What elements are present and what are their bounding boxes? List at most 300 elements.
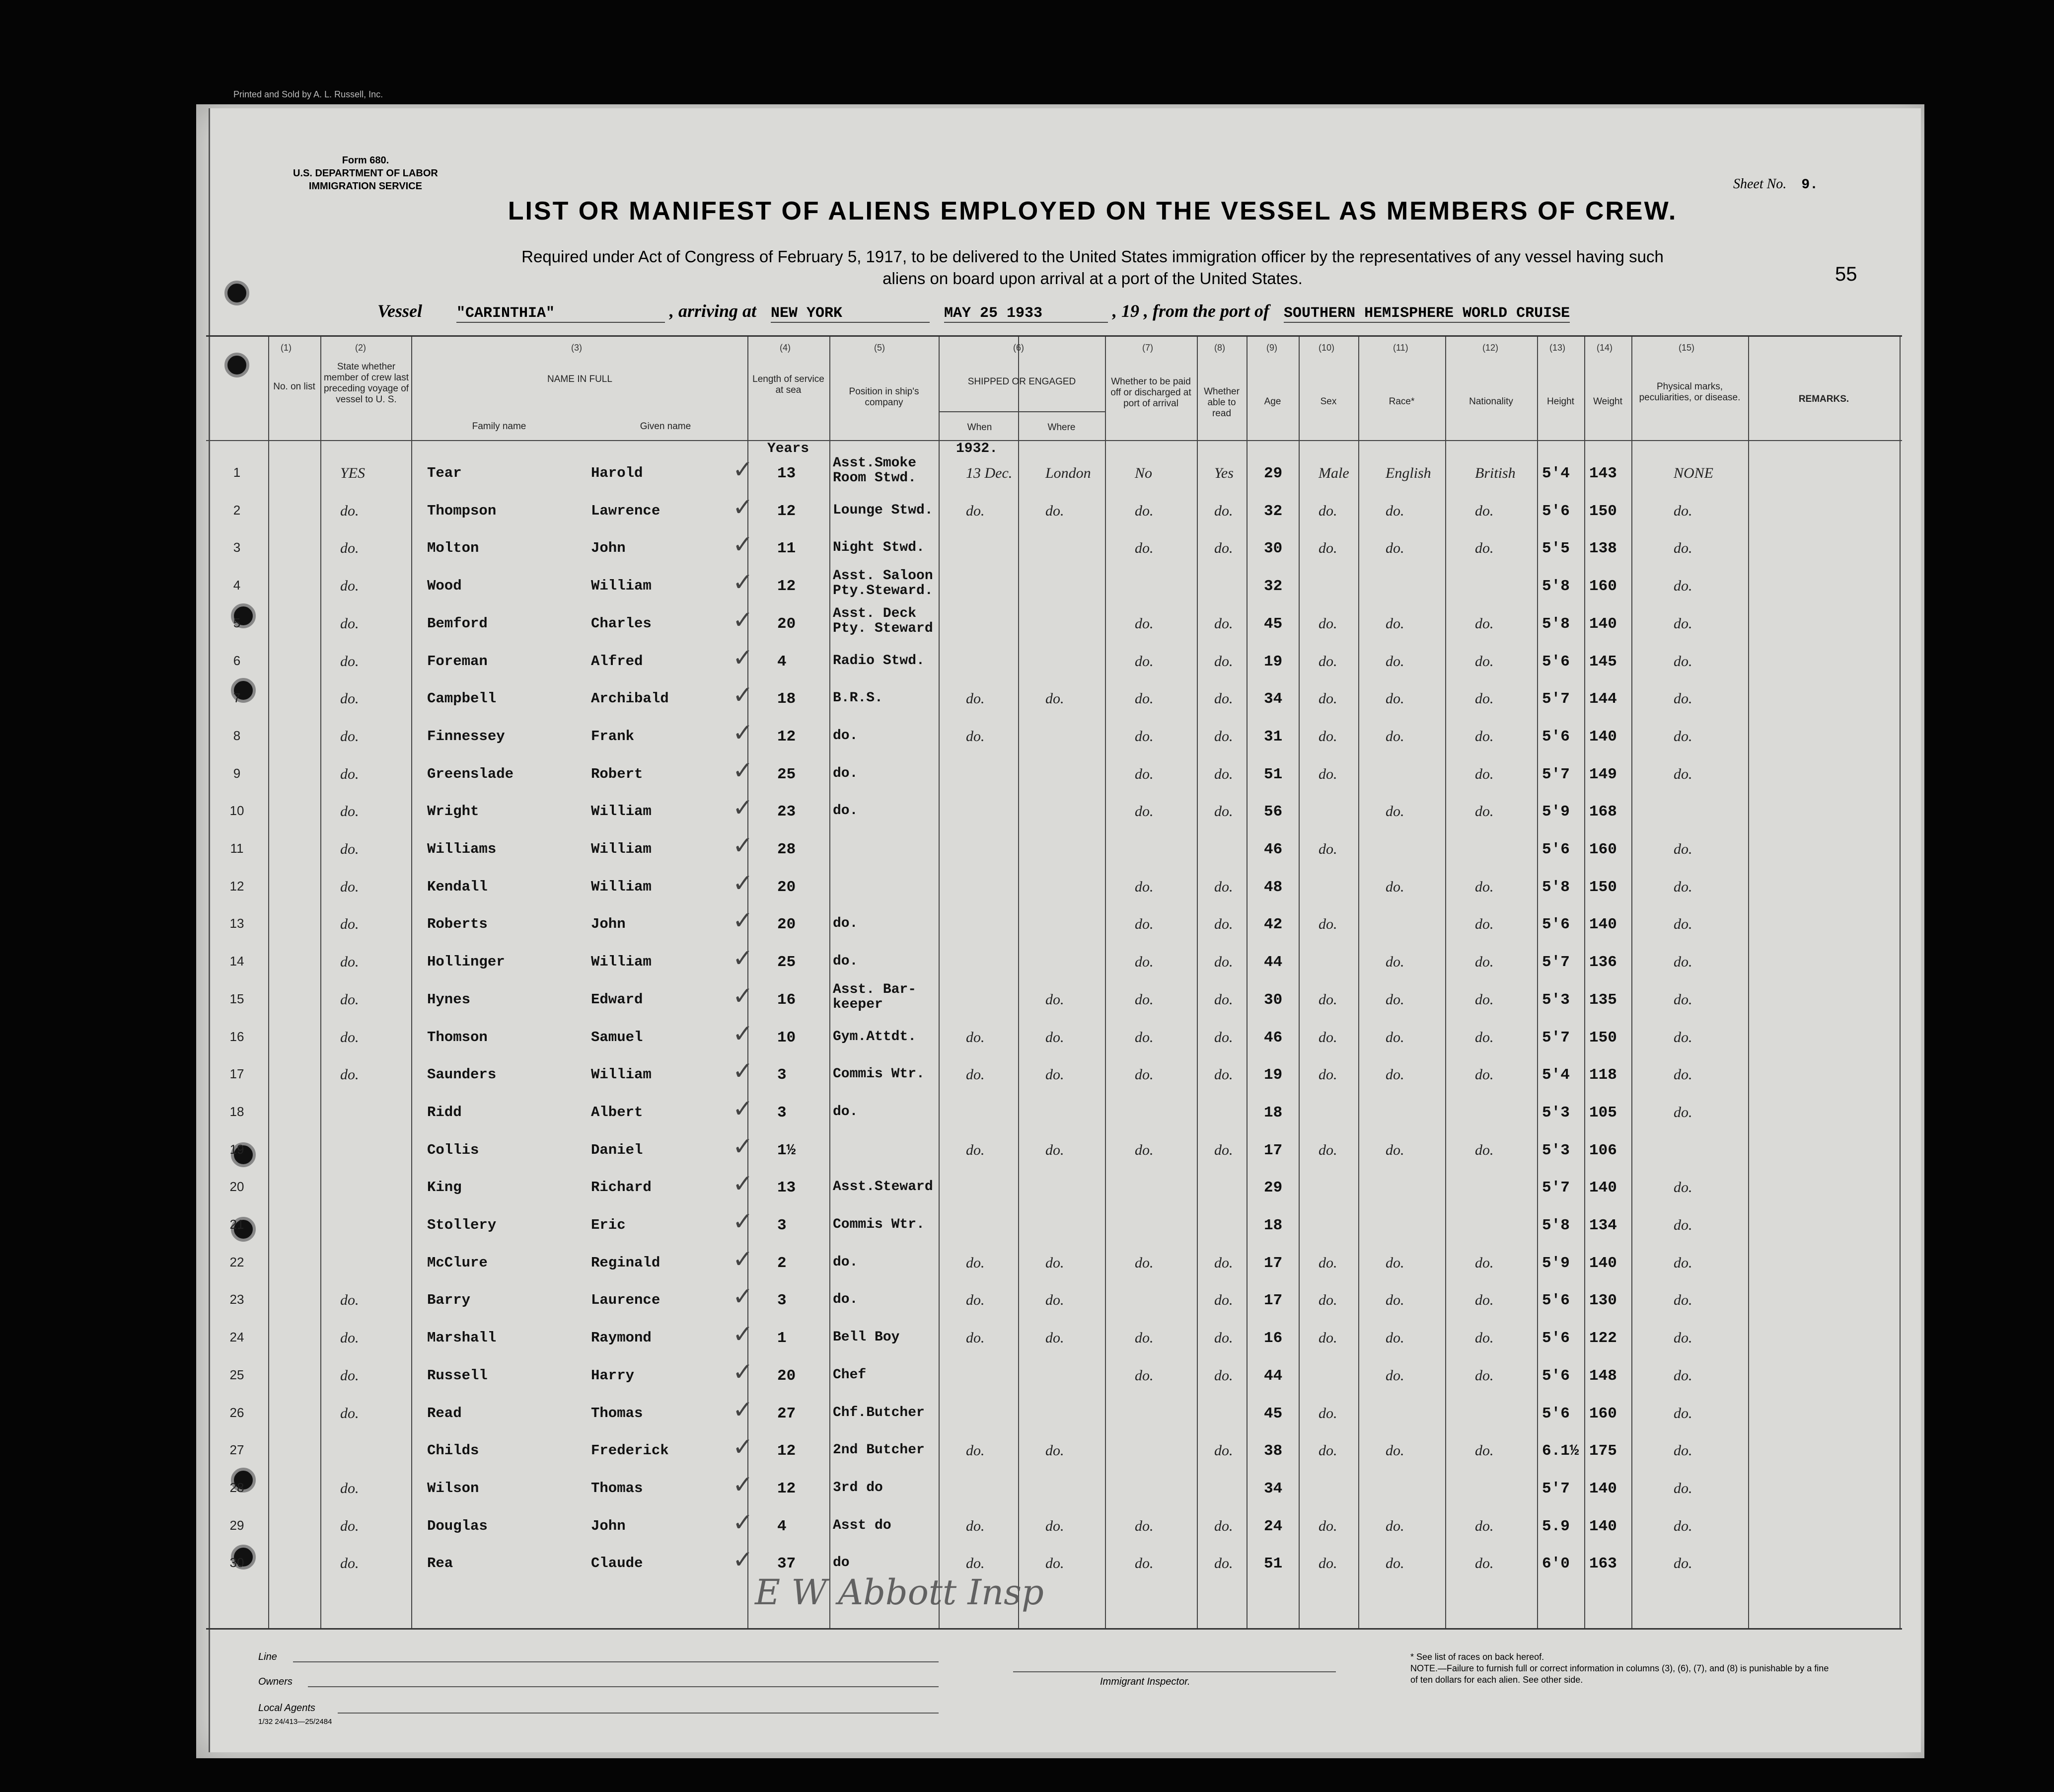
race: do. bbox=[1386, 690, 1404, 707]
given-name: Samuel bbox=[591, 1029, 643, 1045]
service-years: 3 bbox=[777, 1104, 787, 1121]
nationality: do. bbox=[1475, 1330, 1494, 1346]
check-mark: ✓ bbox=[733, 1244, 753, 1273]
shipped-when: do. bbox=[966, 502, 985, 519]
position: do. bbox=[833, 803, 858, 819]
service-years: 1½ bbox=[777, 1141, 796, 1159]
col9-header: Age bbox=[1264, 396, 1281, 407]
age: 29 bbox=[1264, 1179, 1283, 1197]
race: do. bbox=[1386, 728, 1404, 745]
shipped-where: do. bbox=[1045, 1292, 1064, 1309]
check-mark: ✓ bbox=[733, 1357, 753, 1386]
shipped-where: do. bbox=[1045, 1029, 1064, 1045]
col7-num: (7) bbox=[1142, 343, 1153, 353]
service-years: 27 bbox=[777, 1405, 796, 1422]
family-name: Thomson bbox=[427, 1029, 488, 1045]
paid-off: do. bbox=[1135, 540, 1154, 557]
shipped-where: do. bbox=[1045, 690, 1064, 707]
height: 5'6 bbox=[1542, 502, 1570, 520]
given-name: Charles bbox=[591, 615, 652, 632]
physical-marks: do. bbox=[1674, 1517, 1692, 1534]
col-divider bbox=[1197, 337, 1198, 1628]
shipped-when: do. bbox=[966, 1141, 985, 1158]
weight: 140 bbox=[1589, 1480, 1617, 1497]
row-number: 18 bbox=[229, 1104, 244, 1119]
col15-num: (15) bbox=[1679, 343, 1695, 353]
paid-off: do. bbox=[1135, 1555, 1154, 1572]
weight: 150 bbox=[1589, 1029, 1617, 1046]
height: 5'4 bbox=[1542, 465, 1570, 482]
sex: do. bbox=[1319, 502, 1337, 519]
service-years: 20 bbox=[777, 916, 796, 934]
position: 3rd do bbox=[833, 1480, 883, 1495]
row-number: 5 bbox=[233, 615, 241, 630]
family-name: Stollery bbox=[427, 1217, 497, 1233]
col13-num: (13) bbox=[1549, 343, 1566, 353]
col-divider bbox=[1358, 337, 1359, 1628]
race: do. bbox=[1386, 540, 1404, 557]
row-number: 17 bbox=[229, 1066, 244, 1082]
physical-marks: do. bbox=[1674, 1104, 1692, 1120]
physical-marks: do. bbox=[1674, 1330, 1692, 1346]
position: Asst. Bar-keeper bbox=[833, 981, 917, 1012]
col6-header: SHIPPED OR ENGAGED bbox=[967, 376, 1076, 387]
physical-marks: do. bbox=[1674, 878, 1692, 895]
header-rule bbox=[206, 440, 1902, 441]
check-mark: ✓ bbox=[733, 643, 753, 672]
previous-voyage: do. bbox=[340, 878, 359, 895]
given-name: William bbox=[591, 878, 652, 895]
position: do. bbox=[833, 728, 858, 744]
sheet-value: 9. bbox=[1801, 177, 1818, 193]
weight: 160 bbox=[1589, 1405, 1617, 1422]
page-subtitle bbox=[348, 246, 1837, 290]
race: do. bbox=[1386, 1330, 1404, 1346]
shipped-where: do. bbox=[1045, 502, 1064, 519]
weight: 118 bbox=[1589, 1066, 1617, 1084]
owners-label: Owners bbox=[258, 1676, 293, 1687]
physical-marks: do. bbox=[1674, 1217, 1692, 1233]
able-to-read: do. bbox=[1214, 991, 1233, 1008]
nationality: do. bbox=[1475, 1029, 1494, 1045]
arrival-date: MAY 25 1933 bbox=[944, 305, 1108, 323]
family-name: Campbell bbox=[427, 690, 497, 707]
family-name: Thompson bbox=[427, 502, 497, 519]
sex: do. bbox=[1319, 728, 1337, 745]
previous-voyage: do. bbox=[340, 954, 359, 971]
service-years: 37 bbox=[777, 1555, 796, 1573]
race: do. bbox=[1386, 1517, 1404, 1534]
col-divider bbox=[1584, 337, 1585, 1628]
check-mark: ✓ bbox=[733, 680, 753, 710]
physical-marks: do. bbox=[1674, 653, 1692, 670]
row-number: 23 bbox=[229, 1292, 244, 1307]
fine-note: NOTE.—Failure to furnish full or correct information in columns (3), (6), (7), and (8) is punishable by a fine of ten dollars for each alien. See other side. bbox=[1410, 1663, 1829, 1685]
shipped-when: do. bbox=[966, 1254, 985, 1271]
previous-voyage: do. bbox=[340, 1066, 359, 1083]
position: do. bbox=[833, 916, 858, 932]
family-name: King bbox=[427, 1179, 462, 1196]
check-mark: ✓ bbox=[733, 1094, 753, 1123]
physical-marks: do. bbox=[1674, 916, 1692, 933]
page-title: LIST OR MANIFEST OF ALIENS EMPLOYED ON THE VESSEL AS MEMBERS OF CREW. bbox=[508, 197, 1678, 225]
year-1932-label: 1932. bbox=[956, 441, 998, 456]
family-name: Childs bbox=[427, 1442, 479, 1459]
paid-off: do. bbox=[1135, 765, 1154, 782]
physical-marks: do. bbox=[1674, 765, 1692, 782]
service-years: 25 bbox=[777, 954, 796, 971]
weight: 105 bbox=[1589, 1104, 1617, 1121]
row-number: 15 bbox=[229, 991, 244, 1006]
age: 29 bbox=[1264, 465, 1283, 482]
given-name: William bbox=[591, 841, 652, 857]
service-years: 25 bbox=[777, 765, 796, 783]
position: do. bbox=[833, 765, 858, 781]
check-mark: ✓ bbox=[733, 530, 753, 559]
nationality: do. bbox=[1475, 502, 1494, 519]
physical-marks: do. bbox=[1674, 841, 1692, 857]
family-name: Marshall bbox=[427, 1330, 497, 1346]
col11-num: (11) bbox=[1393, 343, 1408, 353]
owners-field bbox=[308, 1686, 939, 1687]
sex: do. bbox=[1319, 690, 1337, 707]
given-name: Reginald bbox=[591, 1254, 660, 1271]
nationality: British bbox=[1475, 465, 1516, 481]
height: 5'8 bbox=[1542, 615, 1570, 633]
given-name: William bbox=[591, 578, 652, 595]
service-years: 4 bbox=[777, 653, 787, 671]
given-name: William bbox=[591, 954, 652, 971]
race: do. bbox=[1386, 1029, 1404, 1045]
previous-voyage: do. bbox=[340, 502, 359, 519]
position: do bbox=[833, 1555, 850, 1571]
given-name: Alfred bbox=[591, 653, 643, 670]
physical-marks: do. bbox=[1674, 1555, 1692, 1572]
given-name: John bbox=[591, 916, 626, 933]
row-number: 13 bbox=[229, 916, 244, 931]
col13-header: Height bbox=[1547, 396, 1574, 407]
remarks-header: REMARKS. bbox=[1798, 394, 1849, 404]
physical-marks: do. bbox=[1674, 1179, 1692, 1196]
height: 5'3 bbox=[1542, 1141, 1570, 1159]
given-name: Albert bbox=[591, 1104, 643, 1120]
shipped-when: do. bbox=[966, 1330, 985, 1346]
paid-off: do. bbox=[1135, 916, 1154, 933]
able-to-read: do. bbox=[1214, 765, 1233, 782]
height: 5'5 bbox=[1542, 540, 1570, 558]
height: 5'6 bbox=[1542, 1405, 1570, 1422]
service-years: 23 bbox=[777, 803, 796, 821]
service-years: 20 bbox=[777, 878, 796, 896]
row-number: 3 bbox=[233, 540, 241, 555]
print-code: 1/32 24/413—25/2484 bbox=[258, 1717, 332, 1726]
check-mark: ✓ bbox=[733, 755, 753, 785]
nationality: do. bbox=[1475, 954, 1494, 971]
able-to-read: do. bbox=[1214, 615, 1233, 632]
able-to-read: do. bbox=[1214, 1367, 1233, 1384]
age: 16 bbox=[1264, 1330, 1283, 1347]
race: do. bbox=[1386, 1254, 1404, 1271]
form-number-block bbox=[293, 154, 438, 193]
height: 5'6 bbox=[1542, 916, 1570, 934]
previous-voyage: do. bbox=[340, 1330, 359, 1346]
shipped-where: London bbox=[1045, 465, 1091, 481]
check-mark: ✓ bbox=[733, 605, 753, 634]
paid-off: do. bbox=[1135, 954, 1154, 971]
nationality: do. bbox=[1475, 1442, 1494, 1459]
position: Lounge Stwd. bbox=[833, 502, 933, 518]
paid-off: do. bbox=[1135, 653, 1154, 670]
able-to-read: do. bbox=[1214, 954, 1233, 971]
col15-header: Physical marks, peculiarities, or disease. bbox=[1639, 381, 1741, 403]
col-divider bbox=[1631, 337, 1632, 1628]
service-years: 20 bbox=[777, 615, 796, 633]
col3-header: NAME IN FULL bbox=[547, 374, 612, 384]
printer-credit: Printed and Sold by A. L. Russell, Inc. bbox=[233, 89, 383, 99]
sex: do. bbox=[1319, 1442, 1337, 1459]
check-mark: ✓ bbox=[733, 1019, 753, 1048]
col14-header: Weight bbox=[1593, 396, 1622, 407]
sex: do. bbox=[1319, 1517, 1337, 1534]
sex: do. bbox=[1319, 1066, 1337, 1083]
col14-num: (14) bbox=[1597, 343, 1613, 353]
previous-voyage: do. bbox=[340, 1029, 359, 1045]
row-number: 9 bbox=[233, 765, 241, 781]
paid-off: do. bbox=[1135, 1517, 1154, 1534]
nationality: do. bbox=[1475, 765, 1494, 782]
col4-num: (4) bbox=[780, 343, 791, 353]
physical-marks: do. bbox=[1674, 690, 1692, 707]
col-divider bbox=[1537, 337, 1538, 1628]
position: B.R.S. bbox=[833, 690, 883, 706]
inspector-field bbox=[1013, 1671, 1336, 1672]
sex: do. bbox=[1319, 916, 1337, 933]
family-name: Saunders bbox=[427, 1066, 497, 1083]
weight: 136 bbox=[1589, 954, 1617, 971]
race: do. bbox=[1386, 1442, 1404, 1459]
service-years: 10 bbox=[777, 1029, 796, 1046]
weight: 140 bbox=[1589, 1254, 1617, 1272]
family-name: Wright bbox=[427, 803, 479, 820]
weight: 130 bbox=[1589, 1292, 1617, 1310]
age: 30 bbox=[1264, 991, 1283, 1009]
weight: 140 bbox=[1589, 615, 1617, 633]
weight: 140 bbox=[1589, 728, 1617, 746]
line-label: Line bbox=[258, 1651, 277, 1662]
weight: 134 bbox=[1589, 1217, 1617, 1234]
sex: do. bbox=[1319, 1555, 1337, 1572]
shipped-where: do. bbox=[1045, 991, 1064, 1008]
nationality: do. bbox=[1475, 1066, 1494, 1083]
previous-voyage: do. bbox=[340, 1292, 359, 1309]
sex: do. bbox=[1319, 653, 1337, 670]
check-mark: ✓ bbox=[733, 1320, 753, 1349]
race: do. bbox=[1386, 991, 1404, 1008]
paid-off: do. bbox=[1135, 690, 1154, 707]
able-to-read: do. bbox=[1214, 1330, 1233, 1346]
position: do. bbox=[833, 1254, 858, 1270]
height: 5'6 bbox=[1542, 1292, 1570, 1310]
col-divider bbox=[268, 337, 269, 1628]
service-years: 3 bbox=[777, 1066, 787, 1084]
position: do. bbox=[833, 1104, 858, 1120]
age: 51 bbox=[1264, 1555, 1283, 1573]
physical-marks: do. bbox=[1674, 1029, 1692, 1045]
row-number: 20 bbox=[229, 1179, 244, 1195]
position: Asst.Steward bbox=[833, 1179, 933, 1195]
able-to-read: do. bbox=[1214, 1292, 1233, 1309]
paid-off: do. bbox=[1135, 615, 1154, 632]
nationality: do. bbox=[1475, 991, 1494, 1008]
given-name: Richard bbox=[591, 1179, 652, 1196]
nationality: do. bbox=[1475, 728, 1494, 745]
given-name: Eric bbox=[591, 1217, 626, 1233]
able-to-read: do. bbox=[1214, 1442, 1233, 1459]
col1-num: (1) bbox=[281, 343, 292, 353]
paid-off: do. bbox=[1135, 803, 1154, 820]
physical-marks: NONE bbox=[1674, 465, 1714, 481]
weight: 149 bbox=[1589, 765, 1617, 783]
age: 31 bbox=[1264, 728, 1283, 746]
family-name: Ridd bbox=[427, 1104, 462, 1120]
height: 5'7 bbox=[1542, 954, 1570, 971]
col6-num: (6) bbox=[1013, 343, 1024, 353]
family-name: Wilson bbox=[427, 1480, 479, 1496]
position: Night Stwd. bbox=[833, 540, 925, 556]
department-name: U.S. DEPARTMENT OF LABOR bbox=[293, 168, 438, 179]
sheet-label: Sheet No. bbox=[1733, 176, 1787, 192]
age: 19 bbox=[1264, 653, 1283, 671]
nationality: do. bbox=[1475, 1555, 1494, 1572]
physical-marks: do. bbox=[1674, 728, 1692, 745]
given-name: Frank bbox=[591, 728, 635, 745]
height: 5'7 bbox=[1542, 1480, 1570, 1497]
family-name: Wood bbox=[427, 578, 462, 595]
given-name: Frederick bbox=[591, 1442, 669, 1459]
given-name: Thomas bbox=[591, 1480, 643, 1496]
row-number: 7 bbox=[233, 690, 241, 706]
nationality: do. bbox=[1475, 916, 1494, 933]
age: 48 bbox=[1264, 878, 1283, 896]
age: 45 bbox=[1264, 1405, 1283, 1422]
row-number: 16 bbox=[229, 1029, 244, 1044]
paid-off: do. bbox=[1135, 1066, 1154, 1083]
previous-voyage: YES bbox=[340, 465, 366, 481]
service-years: 12 bbox=[777, 1480, 796, 1497]
col3b-header: Given name bbox=[640, 421, 691, 432]
weight: 138 bbox=[1589, 540, 1617, 558]
able-to-read: do. bbox=[1214, 1555, 1233, 1572]
height: 5'6 bbox=[1542, 841, 1570, 858]
check-mark: ✓ bbox=[733, 1432, 753, 1462]
given-name: Harold bbox=[591, 465, 643, 481]
nationality: do. bbox=[1475, 653, 1494, 670]
age: 46 bbox=[1264, 841, 1283, 858]
check-mark: ✓ bbox=[733, 793, 753, 822]
col6a-header: When bbox=[967, 422, 992, 433]
row-number: 30 bbox=[229, 1555, 244, 1570]
weight: 143 bbox=[1589, 465, 1617, 482]
subtitle-line-2: aliens on board upon arrival at a port of the United States. bbox=[882, 269, 1303, 288]
weight: 122 bbox=[1589, 1330, 1617, 1347]
weight: 168 bbox=[1589, 803, 1617, 821]
height: 5'3 bbox=[1542, 991, 1570, 1009]
race: do. bbox=[1386, 502, 1404, 519]
previous-voyage: do. bbox=[340, 1367, 359, 1384]
physical-marks: do. bbox=[1674, 540, 1692, 557]
row-number: 6 bbox=[233, 653, 241, 668]
shipped-when: do. bbox=[966, 1442, 985, 1459]
family-name: Rea bbox=[427, 1555, 453, 1572]
physical-marks: do. bbox=[1674, 1405, 1692, 1421]
row-number: 11 bbox=[230, 841, 244, 856]
shipped-where: do. bbox=[1045, 1254, 1064, 1271]
sex: do. bbox=[1319, 1029, 1337, 1045]
age: 44 bbox=[1264, 954, 1283, 971]
col-divider bbox=[1445, 337, 1446, 1628]
given-name: Raymond bbox=[591, 1330, 652, 1346]
able-to-read: Yes bbox=[1214, 465, 1234, 481]
paid-off: do. bbox=[1135, 1367, 1154, 1384]
age: 46 bbox=[1264, 1029, 1283, 1046]
paid-off: do. bbox=[1135, 1029, 1154, 1045]
able-to-read: do. bbox=[1214, 1029, 1233, 1045]
age: 38 bbox=[1264, 1442, 1283, 1460]
height: 5.9 bbox=[1542, 1517, 1570, 1535]
weight: 148 bbox=[1589, 1367, 1617, 1385]
family-name: Hollinger bbox=[427, 954, 505, 971]
service-years: 12 bbox=[777, 1442, 796, 1460]
previous-voyage: do. bbox=[340, 653, 359, 670]
col12-num: (12) bbox=[1482, 343, 1499, 353]
given-name: Laurence bbox=[591, 1292, 660, 1309]
service-name: IMMIGRATION SERVICE bbox=[308, 181, 423, 192]
from-label: , from the port of bbox=[1144, 301, 1270, 321]
physical-marks: do. bbox=[1674, 615, 1692, 632]
height: 5'6 bbox=[1542, 1367, 1570, 1385]
nationality: do. bbox=[1475, 690, 1494, 707]
paid-off: do. bbox=[1135, 878, 1154, 895]
given-name: Edward bbox=[591, 991, 643, 1008]
age: 56 bbox=[1264, 803, 1283, 821]
family-name: Hynes bbox=[427, 991, 471, 1008]
col-divider bbox=[1900, 337, 1901, 1628]
weight: 150 bbox=[1589, 878, 1617, 896]
family-name: Barry bbox=[427, 1292, 471, 1309]
paid-off: do. bbox=[1135, 1330, 1154, 1346]
sex: do. bbox=[1319, 540, 1337, 557]
position: Gym.Attdt. bbox=[833, 1029, 917, 1045]
col10-header: Sex bbox=[1320, 396, 1337, 407]
check-mark: ✓ bbox=[733, 455, 753, 484]
row-number: 28 bbox=[229, 1480, 244, 1495]
check-mark: ✓ bbox=[733, 831, 753, 860]
service-years: 12 bbox=[777, 502, 796, 520]
sex: do. bbox=[1319, 1254, 1337, 1271]
row-number: 19 bbox=[229, 1141, 244, 1157]
age: 18 bbox=[1264, 1217, 1283, 1234]
given-name: Thomas bbox=[591, 1405, 643, 1421]
physical-marks: do. bbox=[1674, 1367, 1692, 1384]
year-label: , 19 bbox=[1112, 301, 1140, 321]
arriving-label: , arriving at bbox=[669, 301, 757, 321]
age: 32 bbox=[1264, 578, 1283, 596]
physical-marks: do. bbox=[1674, 1066, 1692, 1083]
weight: 175 bbox=[1589, 1442, 1617, 1460]
previous-voyage: do. bbox=[340, 765, 359, 782]
position: Chef bbox=[833, 1367, 867, 1383]
shipped-where: do. bbox=[1045, 1066, 1064, 1083]
